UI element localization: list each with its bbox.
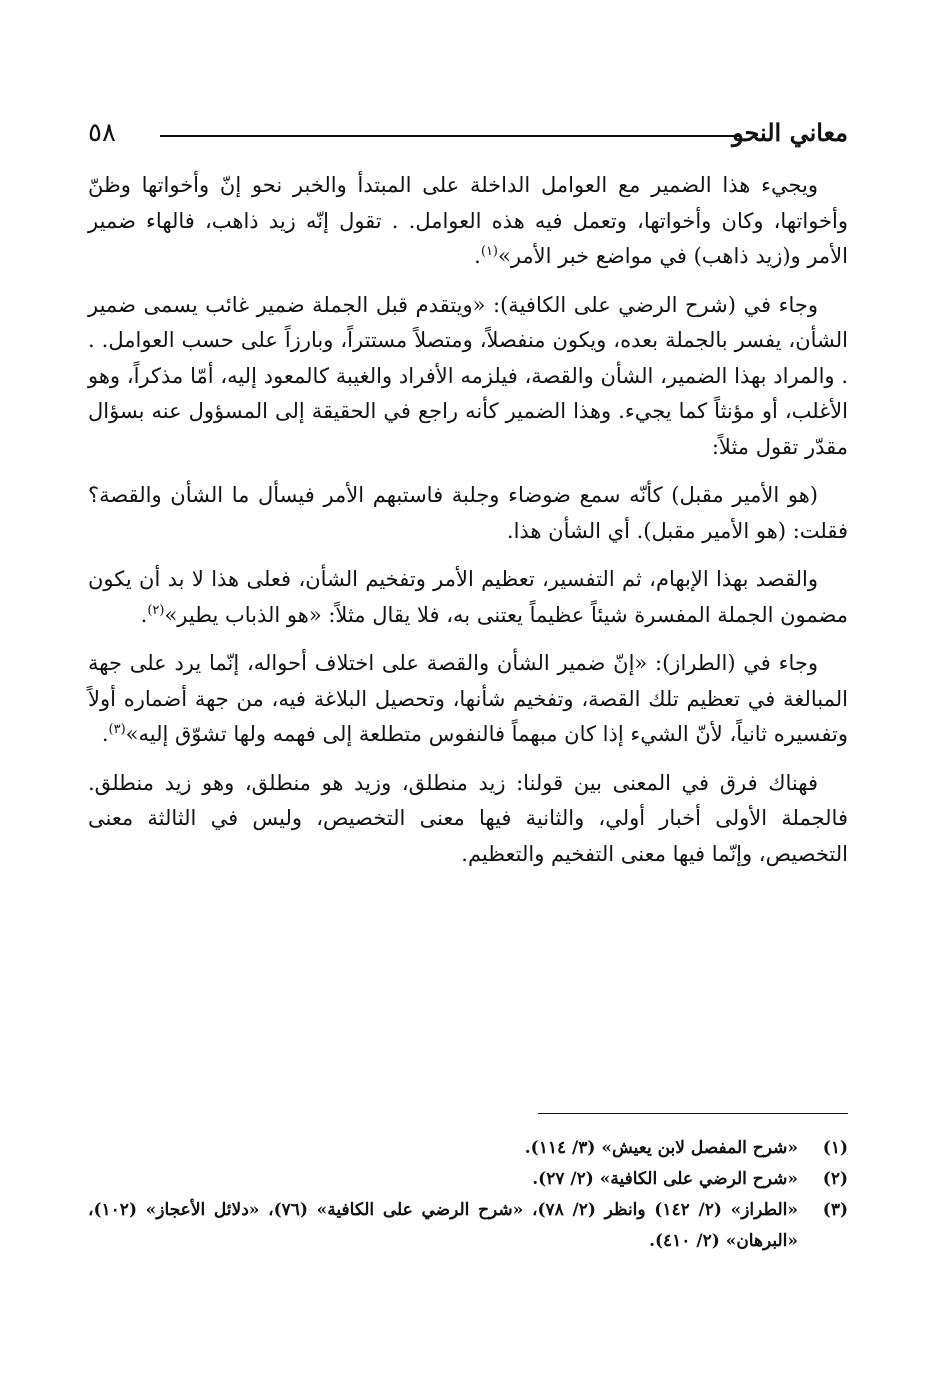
- page-header: [88, 115, 848, 155]
- footnote-number: (٢): [822, 1169, 848, 1189]
- footnote-text: «شرح المفصل لابن يعيش» (٣/ ١١٤).: [524, 1138, 798, 1158]
- footnote-3: [88, 1195, 848, 1257]
- paragraph-6: فهناك فرق في المعنى بين قولنا: زيد منطلق، وزيد هو منطلق، وهو زيد منطلق. فالجملة الأولى أخبار أولي، والثانية فيها معنى التخصيص، وليس في الثالثة معنى التخصيص، وإنّما فيها معنى التفخيم والتعظيم.: [88, 770, 848, 866]
- running-title: معاني النحو: [732, 118, 848, 147]
- page-number: ٥٨: [88, 118, 116, 148]
- paragraph-4: والقصد بهذا الإبهام، ثم التفسير، تعظيم الأمر وتفخيم الشأن، فعلى هذا لا بد أن يكون مضمون الجملة المفسرة شيئاً عظيماً يعتنى به، فلا يقال مثلاً: «هو الذباب يطير»$^{(٢)}$.: [88, 567, 848, 627]
- footnote-1: [88, 1133, 848, 1164]
- footnote-ref-3: (٣): [108, 722, 126, 737]
- paragraph-1: ويجيء هذا الضمير مع العوامل الداخلة على المبتدأ والخبر نحو إنّ وأخواتها وظنّ وأخواتها، وكان وأخواتها، وتعمل فيه هذه العوامل. . تقول إنّه زيد ذاهب، فالهاء ضمير الأمر و(زيد ذاهب) في مواضع خبر الأمر»$^{(١)}$.: [88, 173, 848, 268]
- paragraph-3: (هو الأمير مقبل) كأنّه سمع ضوضاء وجلبة فاستبهم الأمر فيسأل ما الشأن والقصة؟ فقلت: (هو الأمير مقبل). أي الشأن هذا.: [88, 483, 848, 543]
- footnote-text: «الطراز» (٢/ ١٤٢) وانظر (٢/ ٧٨)، «شرح الرضي على الكافية» (٧٦)، «دلائل الأعجاز» (١٠٢)، «البرهان» (٢/ ٤١٠).: [88, 1200, 798, 1251]
- paragraph-2: وجاء في (شرح الرضي على الكافية): «ويتقدم قبل الجملة ضمير غائب يسمى ضمير الشأن، يفسر بالجملة بعده، ويكون منفصلاً، ومتصلاً مستتراً، وبارزاً على حسب العوامل. . . والمراد بهذا الضمير، الشأن والقصة، فيلزمه الأفراد والغيبة كالمعود إليه، أمّا مذكراً، وهو الأغلب، أو مؤنثاً كما يجيء. وهذا الضمير كأنه راجع في الحقيقة إلى المسؤول عنه بسؤال مقدّر تقول مثلاً:: [88, 292, 848, 459]
- paragraph-5: وجاء في (الطراز): «إنّ ضمير الشأن والقصة على اختلاف أحواله، إنّما يرد على جهة المبالغة في تعظيم تلك القصة، وتفخيم شأنها، وتحصيل البلاغة فيه، من جهة أضماره أولاً وتفسيره ثانياً، لأنّ الشيء إذا كان مبهماً فالنفوس متطلعة إلى فهمه ولها تشوّق إليه»$^{(٣)}$.: [88, 651, 848, 746]
- footnotes: [88, 1133, 848, 1257]
- footnote-separator: [538, 1113, 848, 1114]
- footnote-number: (١): [822, 1138, 848, 1158]
- main-text: [88, 168, 848, 885]
- header-rule: [160, 135, 740, 137]
- footnote-ref-1: (١): [480, 244, 498, 259]
- footnote-2: [88, 1164, 848, 1195]
- footnote-number: (٣): [822, 1200, 848, 1220]
- footnote-text: «شرح الرضي على الكافية» (٢/ ٢٧).: [532, 1169, 798, 1189]
- footnote-ref-2: (٢): [147, 602, 165, 618]
